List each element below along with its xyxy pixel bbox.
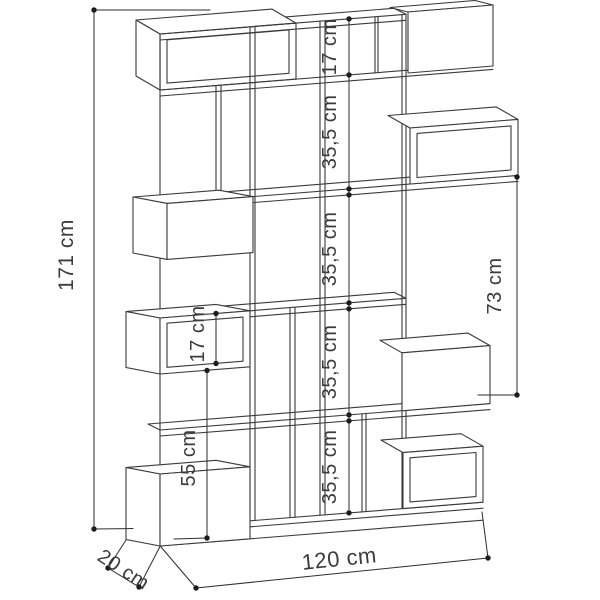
module-top-left-open-box (136, 9, 296, 90)
dim-label-segment-4: 35,5 cm (319, 429, 341, 505)
module-left-middle-closed-box (133, 190, 253, 259)
dim-label-total-width: 120 cm (300, 542, 378, 575)
dim-label-segment-3: 35,5 cm (319, 324, 341, 400)
dim-label-segment-2: 35,5 cm (319, 211, 341, 287)
dimension-depth (93, 540, 160, 595)
dim-label-left-lower: 55 cm (178, 429, 200, 487)
dim-label-segment-1: 35,5 cm (319, 94, 341, 170)
dim-label-top-gap: 17 cm (319, 18, 341, 76)
module-right-lower-closed-box (380, 333, 490, 411)
dim-label-right-section: 73 cm (484, 257, 506, 315)
dim-label-total-height: 171 cm (55, 219, 78, 291)
dim-label-depth: 20 cm (93, 545, 154, 595)
dimension-central-column (319, 16, 352, 515)
dim-label-left-cube: 17 cm (187, 305, 209, 363)
module-bottom-right-open-box (381, 434, 483, 509)
module-right-upper-open-box (388, 107, 518, 184)
